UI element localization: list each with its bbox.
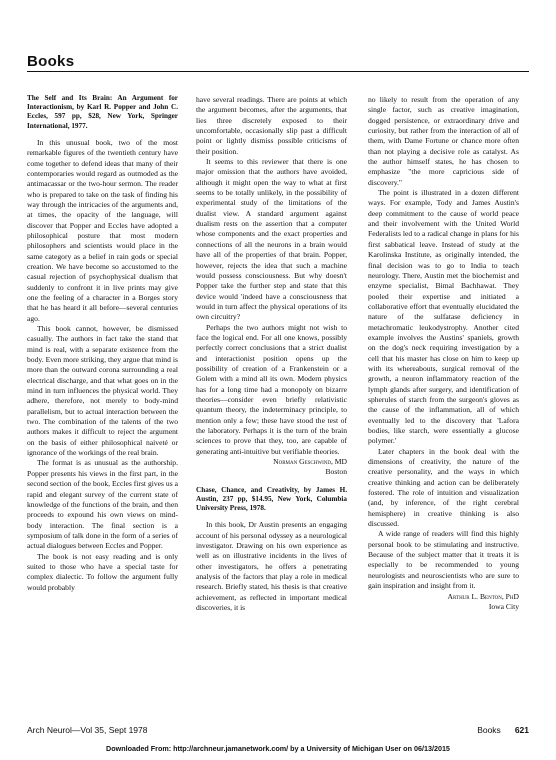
review-2-citation: Chase, Chance, and Creativity, by James H. Austin, 237 pp, $14.95, New York, Columbia University Press, 1978. — [196, 485, 347, 513]
page-footer — [477, 725, 529, 735]
review-2-paragraph: In this book, Dr Austin presents an engaging account of his personal odyssey as a neurological investigator. Drawing on his own experience as well as on illustrative incidents in the lives of other investigators, he offers a penetrating analysis of the factors that play a role in medical research. Briefly stated, his thesis is that creative achievement, as reflected in important medical discoveries, it is — [196, 520, 347, 613]
review-1-paragraph: The book is not easy reading and is only suited to those who have a special taste for complex dialectic. To follow the argument fully would probably — [27, 551, 178, 592]
review-1-paragraph: Perhaps the two authors might not wish to face the logical end. For all one knows, possibly perfectly correct conclusions that a strict dualist and interactionist position opens up the possibility of creation of a Frankenstein or a Golem with a mind all its own. Modern physics has for a long time had a monopoly on bizarre theories—consider even briefly relativistic quantum theory, the indeterminacy principle, to mention only a few; these have stood the test of the laboratory. Perhaps it is the turn of the brain sciences to prove that they, too, are capable of generating anti-intuitive but verifiable theories. — [196, 322, 347, 456]
review-1-paragraph: This book cannot, however, be dismissed casually. The authors in fact take the stand that mind is real, with a separate existence from the body. Even more striking, they argue that mind is more than the outward corona surrounding a real electrical discharge, and that what goes on in the mind in turn influences the physical world. They adhere, therefore, not merely to body-mind parallelism, but to actual interaction between the two. The combination of the talents of the two authors makes it difficult to reject the argument on the basis of either philosophical naiveté or ignorance of the workings of the real brain. — [27, 324, 178, 458]
review-1-citation: The Self and Its Brain: An Argument for Interactionism, by Karl R. Popper and John C. Eccles, 597 pp, $28, New York, Springer International, 1977. — [27, 94, 178, 130]
review-2-city: Iowa City — [488, 601, 519, 611]
review-2-paragraph: Later chapters in the book deal with the dimensions of creativity, the nature of the creative personality, and the ways in which creative thinking and action can be deliberately fostered. The role of intuition and visualization (and, by inference, of the right cerebral hemisphere) in creative thinking is also discussed. — [368, 446, 519, 529]
review-2-signature: Arthur L. Benton, PhD — [447, 591, 519, 601]
page-number: 621 — [514, 725, 529, 735]
download-notice: Downloaded From: http://archneur.jamanetwork.com/ by a University of Michigan User on 06/13/2015 — [106, 744, 450, 753]
review-2-paragraph: A wide range of readers will find this highly personal book to be stimulating and instructive. Because of the subject matter that it treats it is especially to be recommended to young neurologists and neuroscientists who are sure to gain inspiration and insight from it. — [368, 529, 519, 591]
column-3 — [368, 95, 519, 739]
review-1-paragraph: The format is as unusual as the authorship. Popper presents his views in the first part, in the second section of the book, Eccles first gives us a rapid and elegant survey of the current state of knowledge of the functions of the brain, and then proceeds to expound his own views on mind-body interaction. The final section is a symposium of talk done in the form of a series of actual dialogues between Eccles and Popper. — [27, 458, 178, 551]
review-1-paragraph: It seems to this reviewer that there is one major omission that the authors have avoided, although it might open the way to what at first seems to be totally unlikely, in the possibility of experimental study of the limitations of the dualist view. A standard argument against dualism rests on the assertion that a computer whose components and the exact properties and connections of all the neurons in a brain would have all of the properties of that brain. Popper, however, rejects the idea that such a machine would possess consciousness. But why doesn't Popper take the further step and state that this device would 'indeed have a consciousness that would in turn affect the physical operations of its own circuitry? — [196, 157, 347, 322]
review-1-city: Boston — [325, 467, 347, 477]
review-1-paragraph: have several readings. There are points at which the argument becomes, after the arguments, that lies three discretely exposed to their uncomfortable, occasionally slip past a difficult point or lightly dismiss possible criticisms of their position. — [196, 95, 347, 156]
column-1 — [27, 94, 178, 754]
review-2-paragraph: no likely to result from the operation of any single factor, such as creative imagination, dogged persistence, or extraordinary drive and curiosity, but rather from the interaction of all of them, with Dame Fortune or chance more often than not playing a decisive role as catalyst. As the author himself states, he has chosen to emphasize "the more capricious side of discovery." — [368, 95, 519, 187]
review-1-paragraph: In this unusual book, two of the most remarkable figures of the twentieth century have come together to defend ideas that many of their contemporaries would regard as outmoded as the antimacassar or the two-hour sermon. The reader who is prepared to take on the task of finding his way through the intricacies of the arguments and, at times, the opacity of the language, will discover that Popper and Eccles have adopted a philosophical posture that most modern philosophers and scientists would place in the same category as a belief in rain gods or special creation. We have become so accustomed to the casual rejection of psychophysical dualism that suddenly to confront it in live prints may give one the feeling of a character in a Borges story that he has heard it all before—several centuries ago. — [27, 137, 178, 323]
section-title: Books — [27, 53, 75, 70]
footer-section: Books — [477, 725, 501, 735]
review-2-paragraph: The point is illustrated in a dozen different ways. For example, Tody and James Austin's deep commitment to the cause of world peace and their involvement with the United World Federalists led to a radical change in plans for his first sabbatical leave. Instead of study at the Karolinska Institute, as originally intended, the final decision was to go to India to teach neurology. There, Austin met the biochemist and enzyme specialist, Bimal Bachhawat. They pooled their expertise and initiated a collaborative effort that eventually elucidated the nature of the sulfatase deficiency in metachromatic leukodystrophy. Another cited example involves the Austins' spaniels, growth on the dog's neck requiring investigation by a cell that his master has close on him to keep up with its whereabouts, surgical removal of the growth, a neuron inflammatory reaction of the lymph glands after surgery, and identification of spherules of starch from the surgeon's gloves as the cause of the inflammation, all of which eventually led to the discovery that 'Lafora bodies, like starch, were essentially a glucose polymer.' — [368, 188, 519, 446]
review-1-signature: Norman Geschwind, MD — [273, 457, 347, 467]
section-rule — [27, 71, 529, 72]
column-2 — [196, 95, 347, 739]
journal-footer: Arch Neurol—Vol 35, Sept 1978 — [27, 725, 148, 735]
